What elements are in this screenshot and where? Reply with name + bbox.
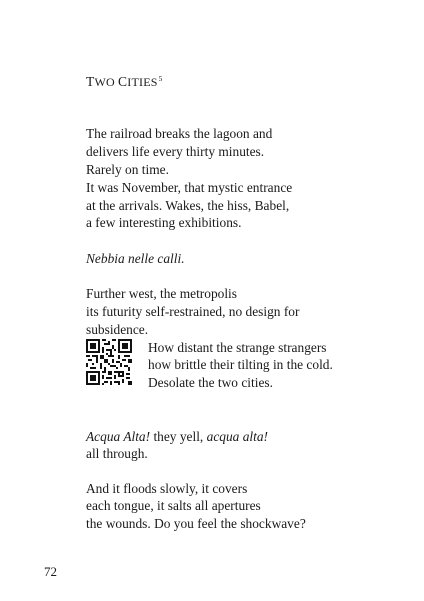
italic-phrase: Acqua Alta! (86, 429, 151, 444)
qr-code[interactable] (86, 339, 132, 385)
page-number: 72 (44, 564, 57, 579)
poem-line: all through. (86, 446, 148, 461)
poem-title (86, 74, 163, 90)
title-initial-c: C (118, 74, 128, 89)
poem-line: The railroad breaks the lagoon and (86, 126, 273, 141)
plain-phrase: they yell, (150, 429, 207, 444)
poem-line: at the arrivals. Wakes, the hiss, Babel, (86, 198, 290, 213)
title-rest-ities: ITIES (127, 75, 158, 89)
poem-line: How distant the strange strangers (148, 340, 327, 355)
poem-line: Rarely on time. (86, 162, 169, 177)
poem-line: Further west, the metropolis (86, 286, 237, 301)
title-initial-t: T (86, 74, 95, 89)
poem-line: And it floods slowly, it covers (86, 481, 248, 496)
poem-line: each tongue, it salts all apertures (86, 498, 261, 513)
poem-line: the wounds. Do you feel the shockwave? (86, 516, 306, 531)
footnote-marker: 5 (158, 74, 163, 83)
poem-line: how brittle their tilting in the cold. (148, 357, 333, 372)
poem-line: It was November, that mystic entrance (86, 180, 293, 195)
poem-line (86, 428, 268, 445)
poem-line: subsidence. (86, 322, 149, 337)
poem-line: its futurity self-restrained, no design for (86, 304, 300, 319)
poem-line-italic: Nebbia nelle calli. (86, 251, 185, 266)
italic-phrase: acqua alta! (206, 429, 268, 444)
poem-line: Desolate the two cities. (148, 375, 273, 390)
title-rest-wo: WO (94, 75, 119, 89)
poem-line: a few interesting exhibitions. (86, 215, 242, 230)
poem-line: delivers life every thirty minutes. (86, 144, 265, 159)
